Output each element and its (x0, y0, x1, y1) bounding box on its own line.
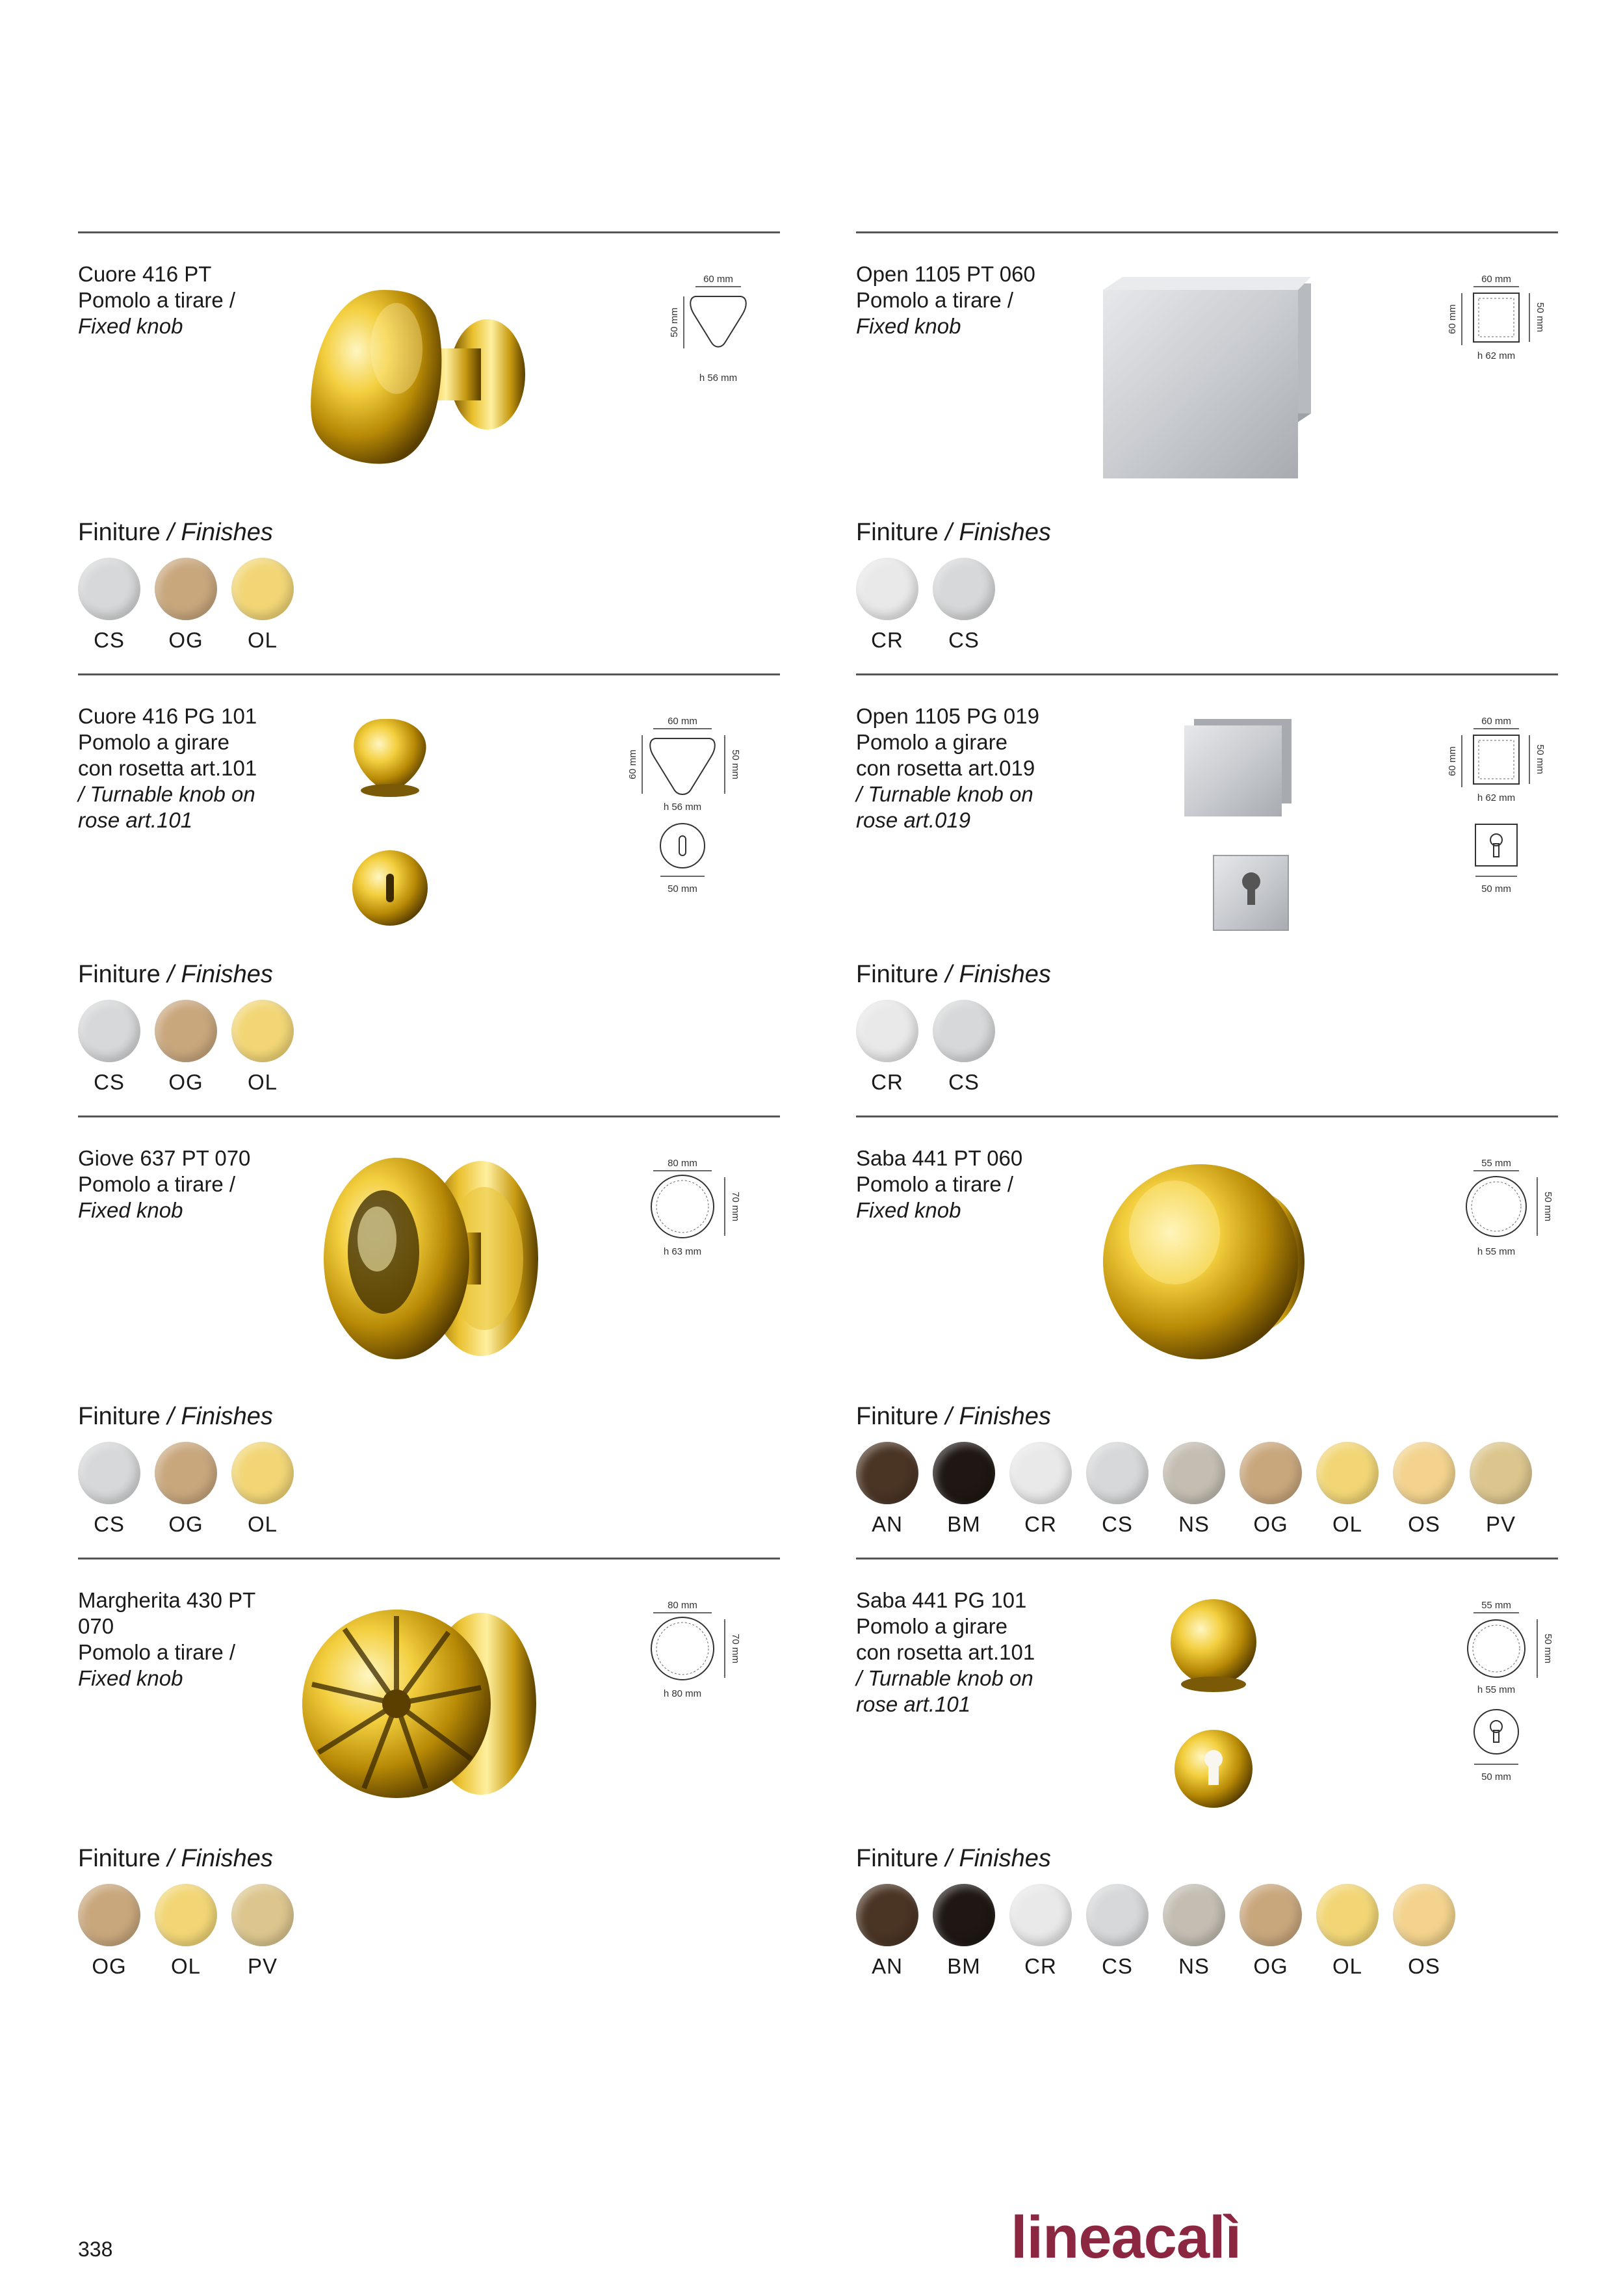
finish-color-disc (933, 1884, 995, 1946)
product-description-en: Fixed knob (78, 1666, 183, 1690)
finish-swatch (1162, 1442, 1227, 1537)
dim-rose: 50 mm (1481, 1771, 1511, 1782)
dim-side: 50 mm (1542, 1634, 1553, 1663)
product-description: Pomolo a girare (78, 730, 229, 754)
finish-code: NS (1178, 1512, 1210, 1536)
dim-width: 60 mm (1481, 716, 1511, 727)
finish-color-disc (1163, 1442, 1225, 1504)
dim-side-left: 60 mm (1447, 746, 1458, 776)
product-description: Pomolo a tirare / (78, 288, 236, 312)
product-card (856, 1115, 1558, 1558)
product-image (299, 1577, 546, 1824)
finish-code: CS (1102, 1954, 1133, 1978)
divider (78, 231, 780, 233)
dim-side-left: 60 mm (627, 750, 638, 779)
finishes-heading (78, 961, 273, 989)
finish-swatch (230, 558, 295, 653)
finish-color-disc (1393, 1884, 1455, 1946)
finishes-label-it: Finiture (78, 519, 161, 546)
dim-rose: 50 mm (668, 883, 697, 894)
finishes-heading (78, 1845, 273, 1873)
finishes-heading (856, 961, 1051, 989)
finish-code: OG (92, 1954, 127, 1978)
divider (78, 1115, 780, 1117)
finish-swatch (1085, 1884, 1150, 1979)
dim-side: 70 mm (730, 1192, 741, 1221)
finish-color-disc (78, 1000, 140, 1062)
finish-color-disc (231, 1442, 294, 1504)
finish-code: OL (1332, 1954, 1363, 1978)
dim-width: 80 mm (668, 1600, 697, 1611)
divider (78, 1558, 780, 1559)
finishes-label-en: / Finishes (167, 1845, 273, 1872)
product-card (856, 673, 1558, 1115)
finish-code: NS (1178, 1954, 1210, 1978)
product-title (78, 1145, 312, 1223)
finish-color-disc (1163, 1884, 1225, 1946)
product-name: Open 1105 PG 019 (856, 704, 1039, 728)
finish-code: CR (871, 628, 903, 652)
product-description: con rosetta art.101 (856, 1640, 1035, 1664)
finish-swatch (153, 558, 218, 653)
finish-swatch (1315, 1442, 1380, 1537)
finish-code: OG (1253, 1512, 1288, 1536)
dim-height: h 55 mm (1477, 1246, 1516, 1257)
finish-swatch (855, 1442, 920, 1537)
dim-height: h 55 mm (1477, 1684, 1516, 1695)
finish-color-disc (1240, 1884, 1302, 1946)
finish-color-disc (856, 1442, 918, 1504)
dim-side-right: 50 mm (1535, 302, 1546, 332)
finish-swatch (77, 1000, 142, 1095)
finish-code: OL (247, 1070, 278, 1094)
finish-code: PV (1485, 1512, 1516, 1536)
product-title (856, 703, 1090, 833)
finish-swatch (1392, 1884, 1457, 1979)
divider (856, 231, 1558, 233)
product-name: Saba 441 PG 101 (856, 1588, 1027, 1612)
finish-swatch (1468, 1442, 1533, 1537)
finish-color-disc (1470, 1442, 1532, 1504)
finish-color-disc (231, 558, 294, 620)
finish-swatch (230, 1442, 295, 1537)
product-card (856, 231, 1558, 673)
dim-side-right: 50 mm (1535, 744, 1546, 774)
finish-color-disc (155, 1000, 217, 1062)
finishes-label-en: / Finishes (945, 961, 1051, 988)
dim-width: 60 mm (668, 716, 697, 727)
dim-height: h 62 mm (1477, 792, 1516, 803)
finish-code: CR (871, 1070, 903, 1094)
finishes-heading (78, 519, 273, 547)
product-name-cont: 070 (78, 1614, 114, 1638)
finish-color-disc (933, 558, 995, 620)
finish-swatches (856, 1000, 1009, 1095)
product-title (78, 1587, 312, 1691)
dimension-diagram (1409, 251, 1558, 465)
product-title (78, 703, 312, 833)
product-description: Pomolo a tirare / (856, 1172, 1014, 1196)
finish-code: PV (247, 1954, 278, 1978)
finish-color-disc (78, 558, 140, 620)
finish-swatch (153, 1884, 218, 1979)
finish-swatch (1238, 1442, 1303, 1537)
product-description: con rosetta art.019 (856, 756, 1035, 780)
finish-color-disc (78, 1884, 140, 1946)
finishes-label-en: / Finishes (167, 519, 273, 546)
page-number: 338 (78, 2237, 113, 2261)
finish-code: CS (94, 628, 125, 652)
product-description-en: rose art.101 (78, 808, 193, 832)
product-title (856, 261, 1090, 339)
finishes-label-en: / Finishes (945, 1845, 1051, 1872)
finish-code: OS (1408, 1512, 1440, 1536)
finish-color-disc (1009, 1884, 1072, 1946)
finish-swatch (855, 1000, 920, 1095)
finish-code: CS (948, 1070, 980, 1094)
product-card (856, 1558, 1558, 2000)
finishes-label-en: / Finishes (945, 519, 1051, 546)
finish-swatches (856, 1884, 1470, 1979)
product-description-en: Fixed knob (78, 1198, 183, 1222)
dim-side-right: 50 mm (730, 750, 741, 779)
dimension-diagram (627, 693, 780, 907)
brand-logo: lineacalì (1011, 2204, 1241, 2271)
finish-swatch (931, 1000, 996, 1095)
finish-swatch (1008, 1442, 1073, 1537)
product-description-en: Fixed knob (78, 314, 183, 338)
product-description-en: Fixed knob (856, 1198, 961, 1222)
finish-color-disc (1393, 1442, 1455, 1504)
finish-code: OL (247, 628, 278, 652)
product-description: con rosetta art.101 (78, 756, 257, 780)
finish-code: AN (872, 1512, 903, 1536)
dim-width: 55 mm (1481, 1600, 1511, 1611)
dim-width: 55 mm (1481, 1158, 1511, 1169)
finishes-label-en: / Finishes (945, 1403, 1051, 1430)
product-name: Saba 441 PT 060 (856, 1146, 1023, 1170)
finish-swatches (78, 558, 308, 653)
product-image (1077, 693, 1324, 940)
finish-color-disc (78, 1442, 140, 1504)
product-description-en: rose art.019 (856, 808, 971, 832)
finish-code: AN (872, 1954, 903, 1978)
dim-height: h 56 mm (699, 372, 738, 384)
finish-code: OL (170, 1954, 201, 1978)
dim-width: 80 mm (668, 1158, 697, 1169)
finish-swatch (230, 1000, 295, 1095)
finishes-label-en: / Finishes (167, 1403, 273, 1430)
finish-swatch (1392, 1442, 1457, 1537)
finish-swatch (1085, 1442, 1150, 1537)
dim-rose: 50 mm (1481, 883, 1511, 894)
finish-code: CS (948, 628, 980, 652)
finish-swatch (931, 1442, 996, 1537)
finish-color-disc (155, 1884, 217, 1946)
dimension-diagram (1409, 1577, 1558, 1792)
finish-code: OG (168, 1512, 203, 1536)
divider (856, 1558, 1558, 1559)
product-card (78, 673, 780, 1115)
product-title (78, 261, 312, 339)
finish-color-disc (155, 1442, 217, 1504)
finish-swatch (77, 1442, 142, 1537)
finish-swatches (856, 1442, 1546, 1537)
dim-side: 70 mm (730, 1634, 741, 1663)
finish-code: OG (168, 628, 203, 652)
dim-side: 50 mm (669, 307, 680, 337)
product-name: Margherita 430 PT (78, 1588, 256, 1612)
product-image (1077, 1577, 1324, 1824)
finishes-label-en: / Finishes (167, 961, 273, 988)
finish-color-disc (933, 1442, 995, 1504)
finish-color-disc (856, 1000, 918, 1062)
product-image (1077, 1135, 1324, 1382)
finish-swatch (153, 1442, 218, 1537)
finishes-label-it: Finiture (856, 1403, 939, 1430)
finish-swatch (855, 558, 920, 653)
finishes-heading (856, 519, 1051, 547)
finish-code: BM (947, 1954, 981, 1978)
finish-swatch (931, 1884, 996, 1979)
product-description-en: / Turnable knob on (856, 782, 1033, 806)
product-description-en: rose art.101 (856, 1692, 971, 1716)
divider (78, 673, 780, 675)
finishes-label-it: Finiture (856, 961, 939, 988)
finish-swatches (78, 1442, 308, 1537)
divider (856, 1115, 1558, 1117)
finish-swatch (77, 1884, 142, 1979)
finish-color-disc (1316, 1442, 1379, 1504)
finish-swatches (856, 558, 1009, 653)
dimension-diagram (630, 1577, 780, 1792)
product-name: Cuore 416 PT (78, 262, 212, 286)
dim-width: 60 mm (703, 274, 733, 285)
product-name: Open 1105 PT 060 (856, 262, 1035, 286)
finish-swatch (931, 558, 996, 653)
product-description: Pomolo a tirare / (78, 1172, 236, 1196)
finish-swatch (1238, 1884, 1303, 1979)
finish-color-disc (1086, 1884, 1149, 1946)
product-card (78, 231, 780, 673)
dimension-diagram (630, 251, 780, 465)
finishes-label-it: Finiture (78, 1845, 161, 1872)
product-card (78, 1115, 780, 1558)
product-title (856, 1587, 1090, 1717)
finish-swatch (230, 1884, 295, 1979)
finish-color-disc (155, 558, 217, 620)
finish-code: CS (1102, 1512, 1133, 1536)
dim-height: h 63 mm (663, 1246, 702, 1257)
finish-color-disc (1009, 1442, 1072, 1504)
product-title (856, 1145, 1090, 1223)
finish-swatches (78, 1884, 308, 1979)
dim-height: h 56 mm (663, 802, 702, 813)
finish-code: CR (1024, 1954, 1057, 1978)
finish-color-disc (856, 558, 918, 620)
finish-swatch (1162, 1884, 1227, 1979)
finishes-label-it: Finiture (78, 961, 161, 988)
finish-code: BM (947, 1512, 981, 1536)
finish-color-disc (933, 1000, 995, 1062)
product-description-en: / Turnable knob on (78, 782, 255, 806)
dim-width: 60 mm (1481, 274, 1511, 285)
finish-code: OS (1408, 1954, 1440, 1978)
product-name: Cuore 416 PG 101 (78, 704, 257, 728)
finish-color-disc (231, 1000, 294, 1062)
product-image (1077, 251, 1324, 498)
finishes-heading (856, 1845, 1051, 1873)
dim-side: 50 mm (1542, 1192, 1553, 1221)
finish-swatch (1315, 1884, 1380, 1979)
finish-swatch (153, 1000, 218, 1095)
finish-color-disc (1316, 1884, 1379, 1946)
finish-code: OL (1332, 1512, 1363, 1536)
dimension-diagram (1409, 693, 1558, 907)
finish-swatches (78, 1000, 308, 1095)
finishes-heading (856, 1403, 1051, 1431)
product-image (299, 693, 546, 940)
product-image (299, 251, 546, 498)
finish-swatch (855, 1884, 920, 1979)
finish-swatch (77, 558, 142, 653)
product-card (78, 1558, 780, 2000)
product-description: Pomolo a girare (856, 1614, 1007, 1638)
finishes-label-it: Finiture (856, 1845, 939, 1872)
finishes-heading (78, 1403, 273, 1431)
finish-code: CS (94, 1070, 125, 1094)
divider (856, 673, 1558, 675)
product-description: Pomolo a tirare / (78, 1640, 236, 1664)
finishes-label-it: Finiture (856, 519, 939, 546)
finish-color-disc (1240, 1442, 1302, 1504)
finish-color-disc (1086, 1442, 1149, 1504)
finish-code: OG (1253, 1954, 1288, 1978)
dim-side-left: 60 mm (1447, 304, 1458, 334)
product-description: Pomolo a tirare / (856, 288, 1014, 312)
product-description-en: / Turnable knob on (856, 1666, 1033, 1690)
product-image (299, 1135, 546, 1382)
product-name: Giove 637 PT 070 (78, 1146, 251, 1170)
dimension-diagram (1409, 1135, 1558, 1350)
finish-code: CS (94, 1512, 125, 1536)
finish-color-disc (856, 1884, 918, 1946)
dim-height: h 80 mm (663, 1688, 702, 1699)
dimension-diagram (630, 1135, 780, 1350)
finish-code: OG (168, 1070, 203, 1094)
product-description: Pomolo a girare (856, 730, 1007, 754)
finish-color-disc (231, 1884, 294, 1946)
finish-swatch (1008, 1884, 1073, 1979)
product-description-en: Fixed knob (856, 314, 961, 338)
dim-height: h 62 mm (1477, 350, 1516, 361)
finishes-label-it: Finiture (78, 1403, 161, 1430)
finish-code: OL (247, 1512, 278, 1536)
finish-code: CR (1024, 1512, 1057, 1536)
